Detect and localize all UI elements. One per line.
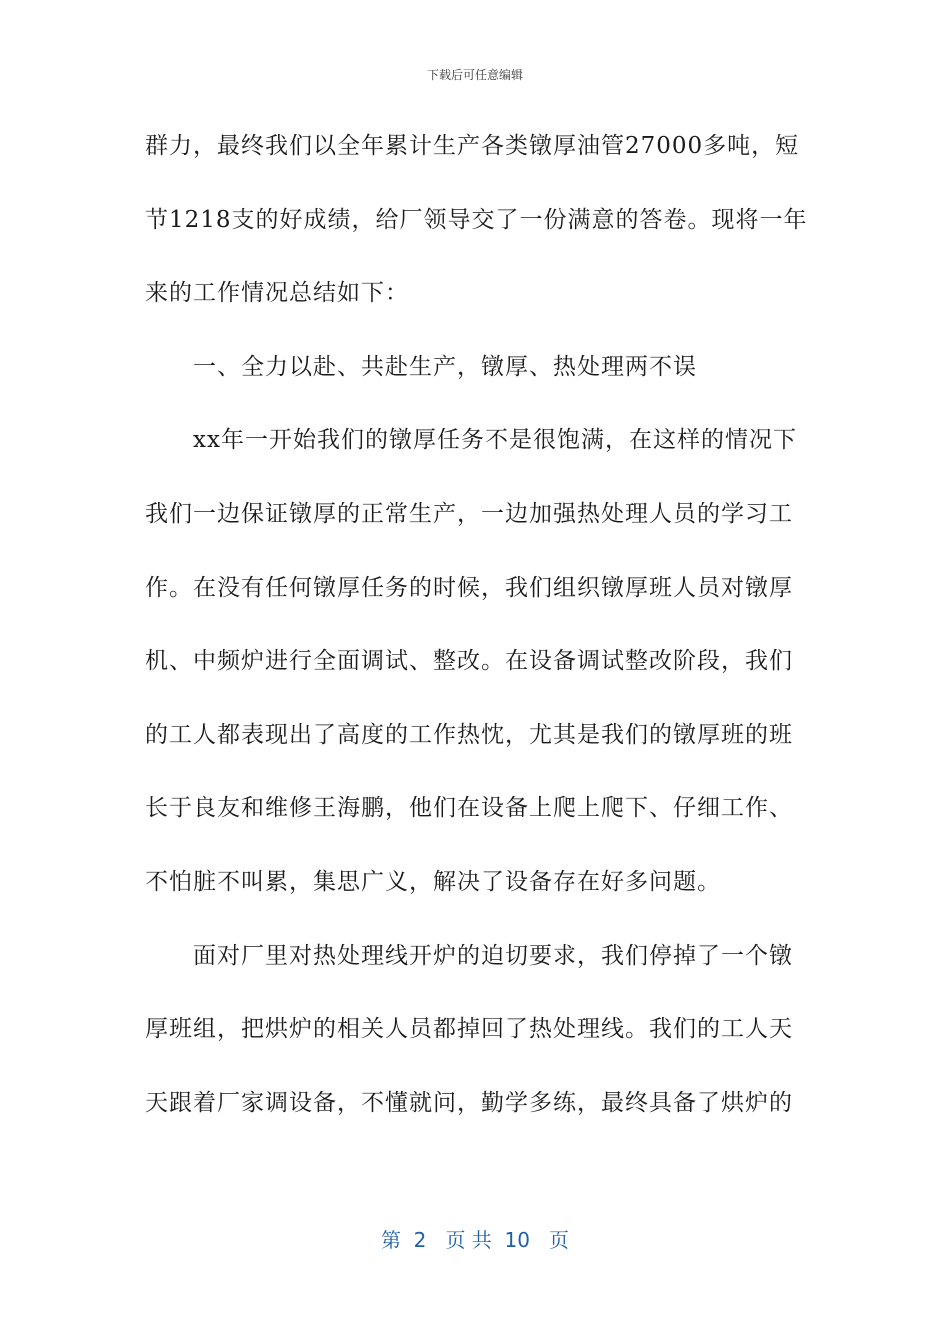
document-body xyxy=(145,126,808,1156)
text-line: 群力，最终我们以全年累计生产各类镦厚油管27000多吨，短 xyxy=(145,133,800,159)
page-number-footer: 第 2 页 共 10 页 xyxy=(380,1228,570,1252)
text-line: 的工人都表现出了高度的工作热忱，尤其是我们的镦厚班的班 xyxy=(145,721,793,748)
text-line: 天跟着厂家调设备，不懂就问，勤学多练，最终具备了烘炉的 xyxy=(145,1089,793,1116)
text-line: 厚班组，把烘炉的相关人员都掉回了热处理线。我们的工人天 xyxy=(145,1016,793,1043)
text-line: 机、中频炉进行全面调试、整改。在设备调试整改阶段，我们 xyxy=(145,648,793,675)
header-note: 下载后可任意编辑 xyxy=(426,68,523,82)
text-line: 面对厂里对热处理线开炉的迫切要求，我们停掉了一个镦 xyxy=(193,942,793,969)
text-line: 不怕脏不叫累，集思广义，解决了设备存在好多问题。 xyxy=(145,868,721,895)
text-line: 长于良友和维修王海鹏，他们在设备上爬上爬下、仔细工作、 xyxy=(145,795,793,822)
text-line: 节1218支的好成绩，给厂领导交了一份满意的答卷。现将一年 xyxy=(145,206,808,233)
text-line: 作。在没有任何镦厚任务的时候，我们组织镦厚班人员对镦厚 xyxy=(145,574,793,601)
text-line: 来的工作情况总结如下： xyxy=(145,280,409,307)
text-line: 我们一边保证镦厚的正常生产，一边加强热处理人员的学习工 xyxy=(145,500,793,527)
text-line: xx年一开始我们的镦厚任务不是很饱满，在这样的情况下 xyxy=(193,427,797,454)
section-heading: 一、全力以赴、共赴生产，镦厚、热处理两不误 xyxy=(193,353,697,380)
